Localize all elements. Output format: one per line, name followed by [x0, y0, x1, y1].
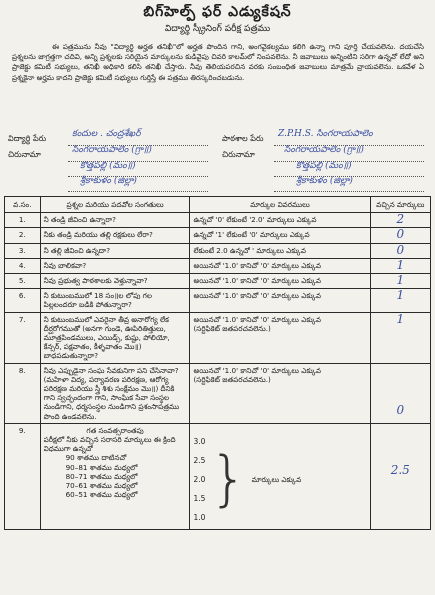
- student-address-line3-rule: [68, 191, 208, 192]
- row-marks-rule: అయినచో '1.0' కానిచో '0' మార్కులు ఎక్కువ: [190, 258, 370, 273]
- table-row: [5, 243, 431, 258]
- row-marks-rule: ఉన్నచో '1' లేకుంటే '0' మార్కులు ఎక్కువ: [190, 228, 370, 243]
- row-marks-rule: [190, 312, 370, 363]
- row9-point: 2.5: [193, 455, 206, 465]
- page-subtitle: విద్యార్థి స్క్రీనింగ్ పరీక్ష పత్రము: [164, 24, 271, 34]
- row-question: నీ తండ్రి జీవించి ఉన్నారా?: [40, 213, 190, 228]
- row-question: నీ కుటుంబములో ఎవరైనా తీవ్ర అనారోగ్య లేక దీర్ఘరోగముతో (అనగా గుండె, ఊపిరితిత్తులు, మూత్రపిండములు, ఎయిడ్స్, కుష్టు, పోలియో, కేన్సర్, పక్షవాతం, కీళ్ళవాతం మొ॥) బాధపడుతున్నారా?: [40, 312, 190, 363]
- student-address-line2[interactable]: కొత్తపల్లి (మం॥): [80, 161, 136, 171]
- row-marks-rule: [190, 423, 370, 529]
- row-marks-input[interactable]: [370, 423, 430, 529]
- table-row: [5, 228, 431, 243]
- row-question: [40, 423, 190, 529]
- school-address-line1[interactable]: సింగరాయపాలెం (గ్రా॥): [284, 145, 364, 155]
- row9-range: 80–71 శాతము మధ్యలో: [65, 471, 138, 481]
- student-address-line1[interactable]: సింగరాయపాలెం (గ్రా॥): [72, 145, 152, 155]
- col-header-serial: వ.సం.: [5, 197, 41, 213]
- row-marks-rule-text: అయినచో '1.0' కానిచో '0' మార్కులు ఎక్కువ: [193, 314, 322, 324]
- row-certificate-note: (సర్టిఫికెట్ జతపరచవలెను.): [193, 374, 271, 384]
- table-row: [5, 312, 431, 363]
- col-header-question: ప్రశ్నల మరియు పదవోల సంగతులు: [40, 197, 190, 213]
- row-marks-value: 1: [396, 273, 405, 288]
- student-address-line3[interactable]: శ్రీకాకుళం (జిల్లా): [80, 176, 137, 186]
- row-marks-rule: ఉన్నచో '0' లేకుంటే '2.0' మార్కులు ఎక్కువ: [190, 213, 370, 228]
- school-address-line2[interactable]: కొత్తపల్లి (మం॥): [296, 161, 352, 171]
- table-row: [5, 423, 431, 529]
- row9-title: గత సంవత్సరాంతపు: [86, 425, 144, 435]
- school-name-value[interactable]: Z.P.H.S. సింగరాయపాలెం: [278, 129, 373, 139]
- row9-lead: పరీక్షలో నీకు వచ్చిన సరాసరి మార్కులు ఈ క్రింది విధముగా ఉన్నచో: [43, 435, 176, 454]
- row9-point: 1.0: [193, 512, 206, 522]
- page-title: బిగ్‌హెల్ప్ ఫర్ ఎడ్యుకేషన్: [143, 4, 292, 20]
- row-marks-input[interactable]: [370, 213, 430, 228]
- row-marks-rule-text: అయినచో '1.0' కానిచో '0' మార్కులు ఎక్కువ: [193, 365, 322, 375]
- row-serial: 7.: [5, 312, 41, 363]
- col-header-marks-details: మార్కుల వివరములు: [190, 197, 370, 213]
- student-name-label: విద్యార్థి పేరు: [8, 134, 47, 143]
- row-marks-input[interactable]: [370, 243, 430, 258]
- school-address-line3-rule: [274, 191, 424, 192]
- row-marks-value: 0: [396, 227, 405, 242]
- row-marks-input[interactable]: [370, 258, 430, 273]
- row-serial: 4.: [5, 258, 41, 273]
- row-marks-value: 1: [396, 311, 405, 326]
- row9-point: 2.0: [193, 474, 206, 484]
- row-marks-rule: లేకుంటే 2.0 ఉన్నచో ' మార్కులు ఎక్కువ: [190, 243, 370, 258]
- student-name-value[interactable]: కందుల . చంద్రశేఖర్: [72, 129, 141, 139]
- row-marks-value: 0: [396, 402, 405, 417]
- row9-range: 70–61 శాతము మధ్యలో: [65, 481, 138, 491]
- brace-icon: }: [209, 444, 248, 515]
- row9-range: 60–51 శాతము మధ్యలో: [65, 490, 138, 500]
- school-address-label: చిరునామా: [222, 150, 255, 159]
- table-row: [5, 289, 431, 312]
- row-serial: 3.: [5, 243, 41, 258]
- row-serial: 1.: [5, 213, 41, 228]
- row-marks-rule: అయినచో '1.0' కానిచో '0' మార్కులు ఎక్కువ: [190, 274, 370, 289]
- instructions-paragraph: ఈ పత్రమును నీవు "విద్యార్థి అర్హత తనిఖీ"లో అర్హత పొందిన గాని, అంగవైకల్యము కలిగి ఉన్నా గాని పూర్తి చేయవలెను. దయచేసి ప్రశ్నలను జాగ్రత్తగా చదివి, అన్ని ప్రశ్నలకు సరియైన మార్కులను కుడివైపు చివరి కాలమ్‌లో నింపవలెను. నీ జవాబులు అన్నింటిని సరిగా ఉన్నవో లేదో అని ప్రాజెక్టు కమిటీ సభ్యులు, తనిఖీ అధికారి కలిసి తనిఖీ చేస్తారు. నీవు తెలియపరచిన వరకు సంబంధిత జవాబులు మాత్రమే వ్రాయవలెను. ఒకవేళ ఏ ప్రశ్నకైనా అర్హమ కాదని ప్రాజెక్టు కమిటీ సభ్యులు గుర్తిస్తే ఈ పత్రము తిరస్కరించబడును.: [12, 42, 424, 82]
- row-serial: 6.: [5, 289, 41, 312]
- student-address-label: చిరునామా: [8, 150, 41, 159]
- row-marks-value: 2.5: [390, 462, 410, 477]
- school-address-line3[interactable]: శ్రీకాకుళం (జిల్లా): [296, 176, 353, 186]
- row-marks-value: 2: [396, 212, 405, 227]
- row-marks-input[interactable]: [370, 228, 430, 243]
- row9-points: [193, 432, 205, 527]
- row-marks-input[interactable]: [370, 363, 430, 423]
- table-row: [5, 258, 431, 273]
- row-marks-value: 1: [396, 288, 405, 303]
- row-question: నీకు తండ్రి మరియు తల్లి రక్షకులు లేరా?: [40, 228, 190, 243]
- table-row: [5, 363, 431, 423]
- row-marks-rule: [190, 363, 370, 423]
- row9-scale: [193, 432, 366, 527]
- row-certificate-note: (సర్టిఫికెట్ జతపరచవలెను.): [193, 323, 271, 333]
- row-question: నీవు ఎప్పుడైనా సంఘ సేవకునిగా పని చేసినావా? (మహిళా విద్య, పర్యావరణ పరిరక్షణ, ఆరోగ్య పరిరక్షణ మరియు స్త్రీ శిశు సంక్షేమం మొ॥) దీనికి గాని స్వచ్ఛందంగా గాని, సాంఘిక సేవా సంస్థల నుండిగాని, ధర్మసంస్థల నుండిగాని ప్రశంసాపత్రము పొంది ఉండవలెను.: [40, 363, 190, 423]
- table-row: [5, 213, 431, 228]
- row-marks-value: 1: [396, 257, 405, 272]
- row-serial: 8.: [5, 363, 41, 423]
- row9-range: 90 శాతము దాటినచో: [65, 453, 127, 463]
- row-question: నీ కుటుంబములో 18 సం॥ల లోపు గల పిల్లలందరూ బడికి పోతున్నారా?: [40, 289, 190, 312]
- table-header-row: [5, 197, 431, 213]
- col-header-marks-obtained: వచ్చిన మార్కులు: [370, 197, 430, 213]
- row9-point: 3.0: [193, 436, 206, 446]
- row-question: నీవు ప్రభుత్వ పాఠశాలకు వెళ్తున్నావా?: [40, 274, 190, 289]
- row-question: నీవు బాలికవా?: [40, 258, 190, 273]
- row-serial: 5.: [5, 274, 41, 289]
- row9-range: 90–81 శాతము మధ్యలో: [65, 462, 138, 472]
- row-serial: 2.: [5, 228, 41, 243]
- row-marks-input[interactable]: [370, 312, 430, 363]
- school-name-label: పాఠశాల పేరు: [222, 134, 264, 143]
- row-marks-rule: అయినచో '1.0' కానిచో '0' మార్కులు ఎక్కువ: [190, 289, 370, 312]
- row-marks-input[interactable]: [370, 289, 430, 312]
- row-marks-input[interactable]: [370, 274, 430, 289]
- row9-ranges: [44, 453, 187, 499]
- row9-point: 1.5: [193, 493, 206, 503]
- row-marks-value: 0: [396, 242, 405, 257]
- row-question: నీ తల్లి జీవించి ఉన్నదా?: [40, 243, 190, 258]
- row9-note: మార్కులు ఎక్కువ: [251, 474, 302, 484]
- table-row: [5, 274, 431, 289]
- screening-table: [4, 196, 431, 530]
- row-serial: 9.: [5, 423, 41, 529]
